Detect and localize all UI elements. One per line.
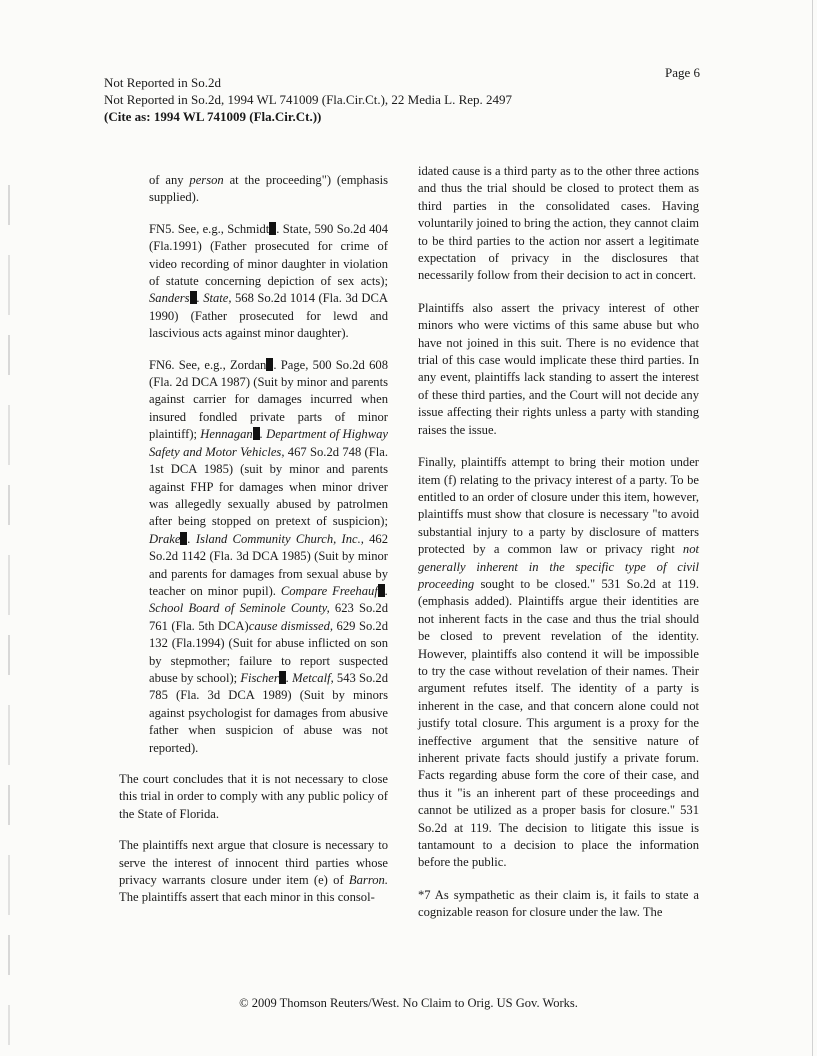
redaction-mark	[279, 671, 286, 684]
paragraph-party-privacy: Finally, plaintiffs attempt to bring their motion under item (f) relating to the privacy interest of a party. To be entitled to an order of closure under this item, however, plaintiffs must show that closure is necessary "to avoid substantial injury to a party by disclosure of matters protected by a common law or privacy right not generally inherent in the specific type of civil proceeding sought to be closed." 531 So.2d at 119.(emphasis added). Plaintiffs argue their identities are not inherent facts in the case and thus the trial should be closed to prevent revelation of the identity. However, plaintiffs also contend it will be impossible to try the case without revelation of their names. Their argument refutes itself. The identity of a party is inherent in the case, and that concern alone could not justify total closure. This argument is a proxy for the ineffective argument that the sensitive nature of inherent private facts should justify a private forum. Facts regarding abuse form the core of their case, and thus it "is an inherent part of these proceedings and cannot be utilized as a proper basis for closure." 531 So.2d at 119. The decision to litigate this issue is tantamount to a decision to place the information before the public.	[418, 455, 699, 870]
header-citation: (Cite as: 1994 WL 741009 (Fla.Cir.Ct.))	[104, 109, 322, 124]
redaction-mark	[190, 291, 197, 304]
redaction-mark	[253, 427, 260, 440]
left-column	[119, 172, 388, 921]
right-column	[418, 163, 699, 937]
paragraph-star-7: *7 As sympathetic as their claim is, it fails to state a cognizable reason for closure under the law. The	[418, 887, 699, 920]
footnote-fn6: FN6. See, e.g., Zordan . Page, 500 So.2d 608 (Fla. 2d DCA 1987) (Suit by minor and parents against carrier for damages incurred when insured fondled private parts of minor plaintiff); Hennagan . Department of Highway Safety and Motor Vehicles, 467 So.2d 748 (Fla. 1st DCA 1985) (suit by minor and parents against FHP for damages when minor driver was allegedly sexually abused by patrolmen after being stopped on pretext of suspicion); Drake . Island Community Church, Inc., 462 So.2d 1142 (Fla. 3d DCA 1985) (Suit by minor and parents for damages from sexual abuse by teacher on minor pupil). Compare Freehauf . School Board of Seminole County, 623 So.2d 761 (Fla. 5th DCA)cause dismissed, 629 So.2d 132 (Fla.1994) (Suit for abuse inflicted on son by stepmother; failure to report suspected abuse by school); Fischer . Metcalf, 543 So.2d 785 (Fla. 3d DCA 1989) (Suit by minors against psychologist for damages from abusive father when suspicion of abuse was not reported).	[149, 357, 388, 755]
redaction-mark	[378, 584, 385, 597]
scan-edge-right	[812, 0, 813, 1056]
scan-edge-left	[8, 185, 10, 1045]
quote-continuation: of any person at the proceeding") (emphasis supplied).	[149, 173, 388, 205]
paragraph-consolidated: idated cause is a third party as to the other three actions and thus the trial should be closed to protect them as third parties in the consolidated cases. Having voluntarily joined to bring the action, they cannot claim to be third parties to the action nor assert a legitimate expectation of privacy in the disclosures that necessarily follow from their decision to act in concert.	[418, 164, 699, 283]
footnote-fn5: FN5. See, e.g., Schmidt . State, 590 So.2d 404 (Fla.1991) (Father prosecuted for crime of video recording of minor daughter in violation of statute concerning depiction of sex acts); Sanders . State, 568 So.2d 1014 (Fla. 3d DCA 1990) (Father prosecuted for lewd and lascivious acts against minor daughter).	[149, 221, 388, 341]
header-line-1: Not Reported in So.2d	[104, 75, 221, 90]
paragraph-public-policy: The court concludes that it is not necessary to close this trial in order to comply with any public policy of the State of Florida.	[119, 772, 388, 821]
page-number: Page 6	[665, 65, 701, 80]
paragraph-other-minors: Plaintiffs also assert the privacy interest of other minors who were victims of this same abuse but who have not joined in this suit. There is no evidence that trial of this case would implicate these third parties. In any event, plaintiffs lack standing to assert the interest of these third parties, and the Court will not decide any issue affecting their rights unless a party with standing raises the issue.	[418, 300, 699, 437]
header-line-2: Not Reported in So.2d, 1994 WL 741009 (Fla.Cir.Ct.), 22 Media L. Rep. 2497	[104, 92, 513, 107]
document-header	[104, 74, 512, 125]
paragraph-third-parties: The plaintiffs next argue that closure is necessary to serve the interest of innocent third parties whose privacy warrants closure under item (e) of Barron. The plaintiffs assert that each minor in this consol-	[119, 838, 388, 905]
copyright-footer: © 2009 Thomson Reuters/West. No Claim to Orig. US Gov. Works.	[239, 996, 578, 1010]
